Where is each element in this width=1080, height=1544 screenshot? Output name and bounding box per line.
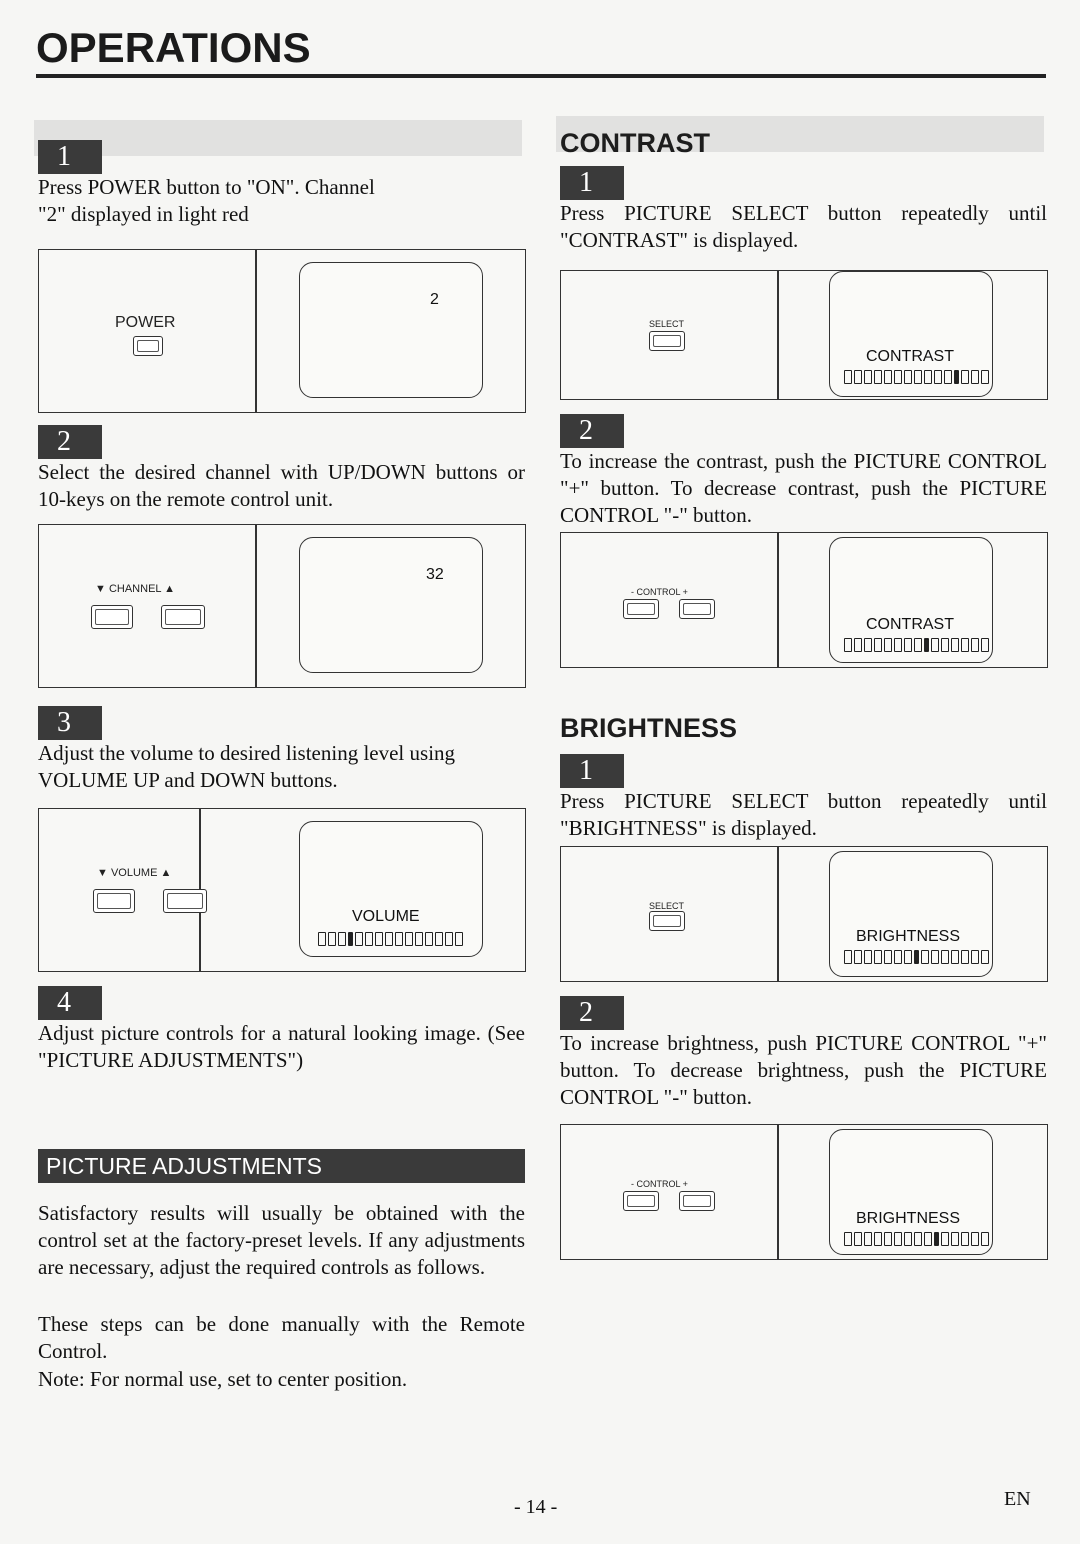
page-number: - 14 - bbox=[514, 1496, 558, 1518]
meter-segment bbox=[931, 950, 939, 964]
meter-segment bbox=[874, 950, 882, 964]
meter-segment bbox=[904, 370, 912, 384]
meter-segment bbox=[941, 950, 949, 964]
contrast-osd-label: CONTRAST bbox=[866, 348, 954, 365]
brightness-osd-label: BRIGHTNESS bbox=[856, 928, 961, 945]
tv-screen bbox=[829, 1129, 993, 1255]
brightness-meter bbox=[844, 1232, 989, 1246]
meter-marker bbox=[924, 638, 929, 652]
meter-segment bbox=[854, 638, 862, 652]
channel-down-button[interactable] bbox=[91, 605, 133, 629]
meter-segment bbox=[961, 638, 969, 652]
contrast-step-badge-2: 2 bbox=[560, 414, 624, 448]
step1-text: Press POWER button to "ON". Channel "2" displayed in light red bbox=[38, 175, 375, 226]
step4-text: Adjust picture controls for a natural looking image. (See "PICTURE ADJUSTMENTS") bbox=[38, 1021, 525, 1072]
meter-segment bbox=[921, 950, 929, 964]
channel-up-button[interactable] bbox=[161, 605, 205, 629]
picture-select-button[interactable] bbox=[649, 911, 685, 931]
meter-segment bbox=[971, 1232, 979, 1246]
channel-display: 2 bbox=[430, 291, 439, 308]
brightness-select-diagram bbox=[560, 846, 1048, 982]
meter-segment bbox=[904, 638, 912, 652]
meter-segment bbox=[971, 638, 979, 652]
channel-label: ▼ CHANNEL ▲ bbox=[95, 583, 176, 595]
contrast-osd-label: CONTRAST bbox=[866, 616, 954, 633]
meter-segment bbox=[884, 950, 892, 964]
channel-display: 32 bbox=[426, 566, 444, 583]
meter-segment bbox=[864, 370, 872, 384]
meter-segment bbox=[981, 370, 989, 384]
title-rule bbox=[36, 74, 1046, 78]
picture-adjustments-para2: These steps can be done manually with the Remote Control. bbox=[38, 1312, 525, 1363]
volume-label: ▼ VOLUME ▲ bbox=[97, 867, 172, 879]
meter-marker bbox=[954, 370, 959, 384]
picture-control-minus-button[interactable] bbox=[623, 1191, 659, 1211]
brightness-osd-label: BRIGHTNESS bbox=[856, 1210, 961, 1227]
meter-segment bbox=[894, 1232, 902, 1246]
meter-segment bbox=[914, 370, 922, 384]
meter-segment bbox=[318, 932, 326, 946]
picture-adjustments-heading: PICTURE ADJUSTMENTS bbox=[38, 1149, 525, 1183]
meter-segment bbox=[904, 1232, 912, 1246]
meter-marker bbox=[348, 932, 353, 946]
meter-segment bbox=[874, 638, 882, 652]
meter-segment bbox=[365, 932, 373, 946]
brightness-step-badge-2: 2 bbox=[560, 996, 624, 1030]
picture-adjustments-para1: Satisfactory results will usually be obtained with the control set at the factory-preset levels. If any adjustments are necessary, adjust the required controls as follows. bbox=[38, 1201, 525, 1279]
meter-segment bbox=[914, 638, 922, 652]
meter-marker bbox=[914, 950, 919, 964]
step2-text: Select the desired channel with UP/DOWN buttons or 10-keys on the remote control unit. bbox=[38, 460, 525, 511]
note-label: Note: bbox=[38, 1367, 85, 1391]
volume-diagram bbox=[38, 808, 526, 972]
meter-segment bbox=[961, 370, 969, 384]
meter-segment bbox=[884, 370, 892, 384]
meter-segment bbox=[904, 950, 912, 964]
note-text: For normal use, set to center position. bbox=[84, 1367, 408, 1391]
volume-osd-label: VOLUME bbox=[352, 908, 420, 925]
tv-screen bbox=[299, 262, 483, 398]
tv-screen bbox=[829, 537, 993, 663]
meter-segment bbox=[854, 370, 862, 384]
meter-segment bbox=[931, 638, 939, 652]
meter-segment bbox=[864, 1232, 872, 1246]
step-badge-4: 4 bbox=[38, 986, 102, 1020]
power-label: POWER bbox=[115, 314, 176, 331]
meter-segment bbox=[844, 950, 852, 964]
meter-marker bbox=[934, 1232, 939, 1246]
meter-segment bbox=[924, 370, 932, 384]
meter-segment bbox=[884, 1232, 892, 1246]
contrast-meter bbox=[844, 638, 989, 652]
picture-select-button[interactable] bbox=[649, 331, 685, 351]
meter-segment bbox=[981, 638, 989, 652]
select-label: SELECT bbox=[649, 901, 685, 911]
meter-segment bbox=[385, 932, 393, 946]
picture-control-minus-button[interactable] bbox=[623, 599, 659, 619]
page-title: OPERATIONS bbox=[36, 24, 311, 71]
meter-segment bbox=[395, 932, 403, 946]
step3-text: Adjust the volume to desired listening level using VOLUME UP and DOWN buttons. bbox=[38, 741, 456, 792]
meter-segment bbox=[951, 950, 959, 964]
meter-segment bbox=[981, 950, 989, 964]
meter-segment bbox=[981, 1232, 989, 1246]
meter-segment bbox=[961, 1232, 969, 1246]
tv-screen bbox=[299, 821, 483, 957]
picture-control-plus-button[interactable] bbox=[679, 1191, 715, 1211]
power-diagram bbox=[38, 249, 526, 413]
channel-diagram bbox=[38, 524, 526, 688]
meter-segment bbox=[961, 950, 969, 964]
meter-segment bbox=[405, 932, 413, 946]
meter-segment bbox=[874, 1232, 882, 1246]
tv-screen bbox=[829, 271, 993, 397]
meter-segment bbox=[844, 1232, 852, 1246]
contrast-step1-text: Press PICTURE SELECT button repeatedly until "CONTRAST" is displayed. bbox=[560, 201, 1047, 252]
volume-up-button[interactable] bbox=[163, 889, 207, 913]
contrast-meter bbox=[844, 370, 989, 384]
brightness-heading: BRIGHTNESS bbox=[560, 713, 738, 743]
meter-segment bbox=[425, 932, 433, 946]
bleed-through-bar-left bbox=[34, 120, 522, 156]
volume-meter bbox=[318, 932, 463, 946]
meter-segment bbox=[971, 950, 979, 964]
meter-segment bbox=[455, 932, 463, 946]
brightness-step-badge-1: 1 bbox=[560, 754, 624, 788]
volume-down-button[interactable] bbox=[93, 889, 135, 913]
tv-screen bbox=[829, 851, 993, 977]
brightness-meter bbox=[844, 950, 989, 964]
meter-segment bbox=[415, 932, 423, 946]
tv-screen bbox=[299, 537, 483, 673]
meter-segment bbox=[951, 1232, 959, 1246]
contrast-step2-text: To increase the contrast, push the PICTURE CONTROL "+" button. To decrease contrast, push the PICTURE CONTROL "-" button. bbox=[560, 449, 1047, 527]
meter-segment bbox=[864, 950, 872, 964]
language-code: EN bbox=[1004, 1488, 1031, 1510]
meter-segment bbox=[338, 932, 346, 946]
meter-segment bbox=[941, 1232, 949, 1246]
meter-segment bbox=[934, 370, 942, 384]
meter-segment bbox=[375, 932, 383, 946]
brightness-control-diagram bbox=[560, 1124, 1048, 1260]
meter-segment bbox=[971, 370, 979, 384]
meter-segment bbox=[944, 370, 952, 384]
contrast-heading: CONTRAST bbox=[560, 128, 710, 158]
brightness-step1-text: Press PICTURE SELECT button repeatedly until "BRIGHTNESS" is displayed. bbox=[560, 789, 1047, 840]
control-label: - CONTROL + bbox=[631, 587, 688, 597]
meter-segment bbox=[914, 1232, 922, 1246]
step-badge-2: 2 bbox=[38, 425, 102, 459]
brightness-step2-text: To increase brightness, push PICTURE CONTROL "+" button. To decrease brightness, push the PICTURE CONTROL "-" button. bbox=[560, 1031, 1047, 1109]
meter-segment bbox=[874, 370, 882, 384]
contrast-select-diagram bbox=[560, 270, 1048, 400]
meter-segment bbox=[445, 932, 453, 946]
meter-segment bbox=[951, 638, 959, 652]
meter-segment bbox=[941, 638, 949, 652]
meter-segment bbox=[864, 638, 872, 652]
select-label: SELECT bbox=[649, 319, 685, 329]
meter-segment bbox=[435, 932, 443, 946]
meter-segment bbox=[328, 932, 336, 946]
power-button[interactable] bbox=[133, 336, 163, 356]
contrast-control-diagram bbox=[560, 532, 1048, 668]
meter-segment bbox=[894, 370, 902, 384]
meter-segment bbox=[854, 1232, 862, 1246]
meter-segment bbox=[894, 638, 902, 652]
meter-segment bbox=[355, 932, 363, 946]
meter-segment bbox=[844, 370, 852, 384]
meter-segment bbox=[884, 638, 892, 652]
meter-segment bbox=[894, 950, 902, 964]
picture-control-plus-button[interactable] bbox=[679, 599, 715, 619]
meter-segment bbox=[924, 1232, 932, 1246]
step-badge-3: 3 bbox=[38, 706, 102, 740]
meter-segment bbox=[854, 950, 862, 964]
picture-adjustments-note bbox=[38, 1366, 525, 1393]
step-badge-1: 1 bbox=[38, 140, 102, 174]
meter-segment bbox=[844, 638, 852, 652]
control-label: - CONTROL + bbox=[631, 1179, 688, 1189]
contrast-step-badge-1: 1 bbox=[560, 166, 624, 200]
